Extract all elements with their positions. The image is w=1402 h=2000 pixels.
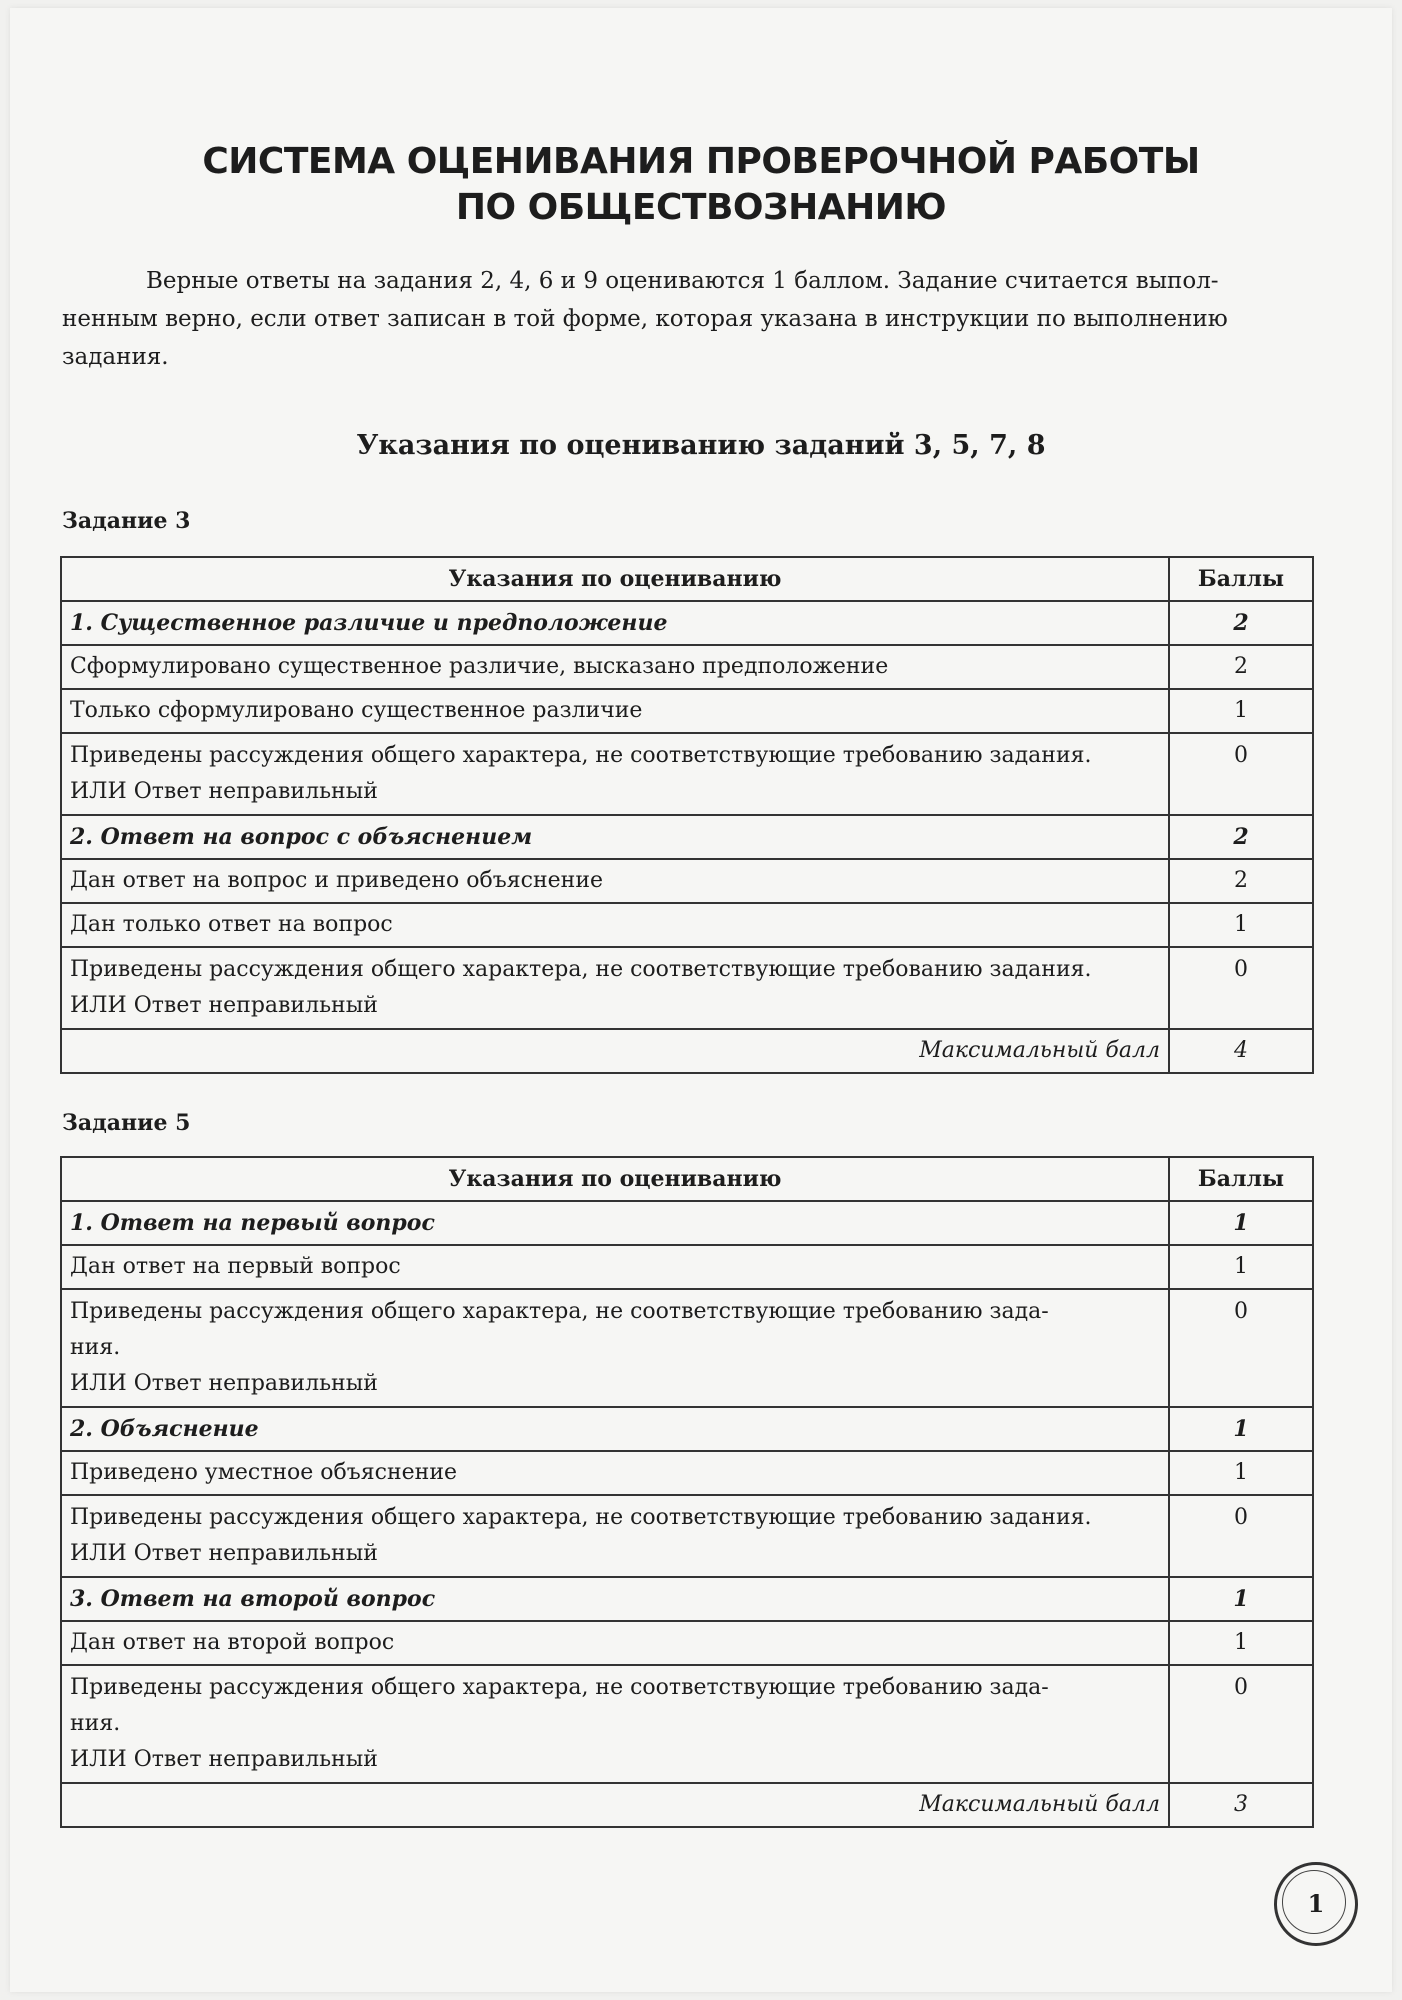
max-score-row	[61, 1783, 1313, 1827]
criterion-points: 0	[1169, 1495, 1313, 1577]
criterion-points: 2	[1169, 859, 1313, 903]
page-number-badge	[1274, 1862, 1358, 1946]
table-header-row	[61, 1157, 1313, 1201]
criterion-line: ИЛИ Ответ неправильный	[70, 1371, 378, 1396]
page-title-line1: СИСТЕМА ОЦЕНИВАНИЯ ПРОВЕРОЧНОЙ РАБОТЫ	[202, 141, 1200, 182]
table-row	[61, 645, 1313, 689]
max-score-label: Максимальный балл	[61, 1029, 1169, 1073]
table-row	[61, 733, 1313, 815]
section-row	[61, 815, 1313, 859]
table-row	[61, 1621, 1313, 1665]
table-row	[61, 859, 1313, 903]
criterion-line: ИЛИ Ответ неправильный	[70, 993, 378, 1018]
criterion-line: ИЛИ Ответ неправильный	[70, 1541, 378, 1566]
criterion-points: 2	[1169, 645, 1313, 689]
section-title: 3. Ответ на второй вопрос	[61, 1577, 1169, 1621]
criterion-points: 1	[1169, 1621, 1313, 1665]
criterion-line: ния.	[70, 1711, 121, 1736]
criterion-line: Приведены рассуждения общего характера, не соответствующие требованию задания.	[70, 957, 1092, 982]
section-points: 2	[1169, 815, 1313, 859]
criterion-line: Приведены рассуждения общего характера, не соответствующие требованию задания.	[70, 1505, 1092, 1530]
task5-label: Задание 5	[62, 1110, 191, 1136]
max-score-label: Максимальный балл	[61, 1783, 1169, 1827]
table-row	[61, 1451, 1313, 1495]
section-title: 2. Объяснение	[61, 1407, 1169, 1451]
table-row	[61, 947, 1313, 1029]
criterion-text: Сформулировано существенное различие, высказано предположение	[61, 645, 1169, 689]
intro-line1: Верные ответы на задания 2, 4, 6 и 9 оцениваются 1 баллом. Задание считается выпол-	[146, 268, 1219, 294]
criterion-text	[61, 1495, 1169, 1577]
section-row	[61, 1201, 1313, 1245]
section-points: 1	[1169, 1201, 1313, 1245]
criteria-header: Указания по оцениванию	[61, 1157, 1169, 1201]
criterion-line: ния.	[70, 1335, 121, 1360]
criterion-text: Только сформулировано существенное различие	[61, 689, 1169, 733]
section-heading: Указания по оцениванию заданий 3, 5, 7, 8	[356, 430, 1046, 461]
criterion-text	[61, 1289, 1169, 1407]
criterion-points: 0	[1169, 1289, 1313, 1407]
section-points: 1	[1169, 1407, 1313, 1451]
criterion-points: 1	[1169, 1451, 1313, 1495]
criterion-text: Приведено уместное объяснение	[61, 1451, 1169, 1495]
task3-table	[60, 556, 1314, 1074]
task3-label: Задание 3	[62, 508, 191, 534]
section-points: 2	[1169, 601, 1313, 645]
criterion-points: 1	[1169, 1245, 1313, 1289]
intro-line3: задания.	[62, 344, 169, 370]
points-header: Баллы	[1169, 1157, 1313, 1201]
max-score-value: 4	[1169, 1029, 1313, 1073]
points-header: Баллы	[1169, 557, 1313, 601]
section-points: 1	[1169, 1577, 1313, 1621]
intro-line2: ненным верно, если ответ записан в той форме, которая указана в инструкции по выполнению	[62, 306, 1228, 332]
section-row	[61, 601, 1313, 645]
section-row	[61, 1577, 1313, 1621]
page-title-line2: ПО ОБЩЕСТВОЗНАНИЮ	[455, 187, 947, 228]
section-title: 2. Ответ на вопрос с объяснением	[61, 815, 1169, 859]
criterion-points: 0	[1169, 733, 1313, 815]
criterion-points: 0	[1169, 947, 1313, 1029]
criterion-points: 0	[1169, 1665, 1313, 1783]
intro-paragraph	[62, 262, 1322, 376]
criteria-header: Указания по оцениванию	[61, 557, 1169, 601]
criterion-text: Дан ответ на вопрос и приведено объяснение	[61, 859, 1169, 903]
criterion-points: 1	[1169, 903, 1313, 947]
criterion-line: Приведены рассуждения общего характера, не соответствующие требованию зада-	[70, 1675, 1049, 1700]
criterion-text: Дан ответ на первый вопрос	[61, 1245, 1169, 1289]
max-score-row	[61, 1029, 1313, 1073]
criterion-text	[61, 1665, 1169, 1783]
table-row	[61, 1289, 1313, 1407]
criterion-line: Приведены рассуждения общего характера, не соответствующие требованию задания.	[70, 743, 1092, 768]
table-row	[61, 1665, 1313, 1783]
table-row	[61, 689, 1313, 733]
page-number: 1	[1307, 1889, 1325, 1918]
criterion-text: Дан ответ на второй вопрос	[61, 1621, 1169, 1665]
section-title: 1. Ответ на первый вопрос	[61, 1201, 1169, 1245]
table-row	[61, 1495, 1313, 1577]
table-row	[61, 1245, 1313, 1289]
criterion-line: ИЛИ Ответ неправильный	[70, 779, 378, 804]
criterion-points: 1	[1169, 689, 1313, 733]
criterion-text	[61, 947, 1169, 1029]
criterion-line: ИЛИ Ответ неправильный	[70, 1747, 378, 1772]
section-row	[61, 1407, 1313, 1451]
criterion-text	[61, 733, 1169, 815]
task5-table	[60, 1156, 1314, 1828]
section-title: 1. Существенное различие и предположение	[61, 601, 1169, 645]
table-row	[61, 903, 1313, 947]
max-score-value: 3	[1169, 1783, 1313, 1827]
table-header-row	[61, 557, 1313, 601]
criterion-text: Дан только ответ на вопрос	[61, 903, 1169, 947]
criterion-line: Приведены рассуждения общего характера, не соответствующие требованию зада-	[70, 1299, 1049, 1324]
